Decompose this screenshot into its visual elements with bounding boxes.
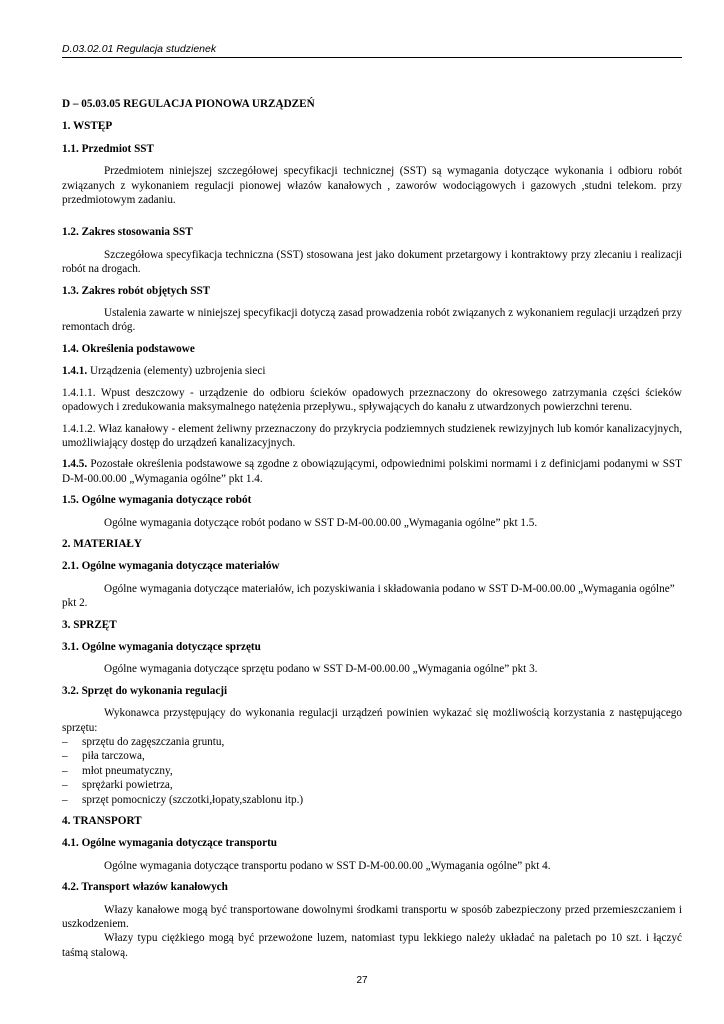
heading-4: 4. TRANSPORT [62,815,142,828]
heading-3-2: 3.2. Sprzęt do wykonania regulacji [62,684,228,697]
paragraph-1-2: Szczegółowa specyfikacja techniczna (SST) stosowana jest jako dokument przetargowy i kontraktowy przy zlecaniu i realizacji robót na drogach. [62,248,682,276]
list-item: – sprzęt pomocniczy (szczotki,łopaty,szablonu itp.) [62,793,682,807]
paragraph-1-1: Przedmiotem niniejszej szczegółowej specyfikacji technicznej (SST) są wymagania dotyczące wykonania i odbioru robót związanych z wykonaniem regulacji pionowej włazów kanałowych , zaworów wodociągowych i gazowych ,studni telekom. przy przedmiotowym zadaniu. [62,165,682,207]
heading-1-5: 1.5. Ogólne wymagania dotyczące robót [62,494,252,507]
heading-2-1: 2.1. Ogólne wymagania dotyczące materiałów [62,560,280,573]
heading-1-1: 1.1. Przedmiot SST [62,142,154,155]
heading-4-2: 4.2. Transport włazów kanałowych [62,881,228,894]
equipment-list [62,735,682,807]
number-1-4-5: 1.4.5. [62,458,88,471]
paragraph-1-4-1 [62,364,682,378]
page-number: 27 [356,975,368,986]
document-body [62,97,682,960]
heading-1-4: 1.4. Określenia podstawowe [62,342,195,355]
paragraph-1-4-5 [62,457,682,486]
list-item: – młot pneumatyczny, [62,764,682,778]
paragraph-3-1: Ogólne wymagania dotyczące sprzętu podano w SST D-M-00.00.00 „Wymagania ogólne” pkt 3. [104,663,538,676]
list-item: – sprężarki powietrza, [62,778,682,792]
document-title: D – 05.03.05 REGULACJA PIONOWA URZĄDZEŃ [62,98,315,110]
text-1-4-5: Pozostałe określenia podstawowe są zgodne z obowiązującymi, odpowiednimi polskimi normami i z definicjami podanymi w SST D-M-00.00.00 „Wymagania ogólne” pkt 1.4. [62,458,682,485]
list-item: – piła tarczowa, [62,749,682,763]
paragraph-1-4-1-2: 1.4.1.2. Właz kanałowy - element żeliwny przeznaczony do przykrycia podziemnych studzienek rewizyjnych lub komór kanalizacyjnych, umożliwiający dostęp do urządzeń kanalizacyjnych. [62,422,682,449]
paragraph-2-1: Ogólne wymagania dotyczące materiałów, ich pozyskiwania i składowania podano w SST D-M-00.00.00 „Wymagania ogólne” pkt 2. [62,582,675,610]
paragraph-4-2a: Włazy kanałowe mogą być transportowane dowolnymi środkami transportu w sposób zabezpieczony przed przemieszczaniem i uszkodzeniem. [62,903,682,931]
heading-1-3: 1.3. Zakres robót objętych SST [62,284,211,297]
heading-1-2: 1.2. Zakres stosowania SST [62,226,193,239]
paragraph-3-2: Wykonawca przystępujący do wykonania regulacji urządzeń powinien wykazać się możliwością korzystania z następującego sprzętu: [62,707,682,734]
running-header: D.03.02.01 Regulacja studzienek [62,42,682,58]
list-item: – sprzętu do zagęszczania gruntu, [62,735,682,749]
paragraph-4-1: Ogólne wymagania dotyczące transportu podano w SST D-M-00.00.00 „Wymagania ogólne” pkt 4. [104,859,551,872]
heading-3: 3. SPRZĘT [62,618,117,631]
paragraph-4-2b: Włazy typu ciężkiego mogą być przewożone luzem, natomiast typu lekkiego należy układać na paletach po 10 szt. i łączyć taśmą stalową. [62,932,682,959]
heading-4-1: 4.1. Ogólne wymagania dotyczące transportu [62,837,278,850]
text-1-4-1: Urządzenia (elementy) uzbrojenia sieci [87,365,266,378]
heading-2: 2. MATERIAŁY [62,537,142,550]
paragraph-1-4-1-1: 1.4.1.1. Wpust deszczowy - urządzenie do odbioru ścieków opadowych przeznaczony do okresowego zatrzymania części ścieków opadowych i zredukowania maksymalnego natężenia przepływu., spływających do kanału z utwardzonych powierzchni terenu. [62,386,682,414]
paragraph-1-3: Ustalenia zawarte w niniejszej specyfikacji dotyczą zasad prowadzenia robót związanych z wykonaniem regulacji urządzeń przy remontach dróg. [62,307,682,334]
heading-3-1: 3.1. Ogólne wymagania dotyczące sprzętu [62,640,261,653]
heading-1: 1. WSTĘP [62,120,113,133]
number-1-4-1: 1.4.1. [62,365,88,378]
paragraph-1-5: Ogólne wymagania dotyczące robót podano w SST D-M-00.00.00 „Wymagania ogólne” pkt 1.5. [104,516,538,529]
